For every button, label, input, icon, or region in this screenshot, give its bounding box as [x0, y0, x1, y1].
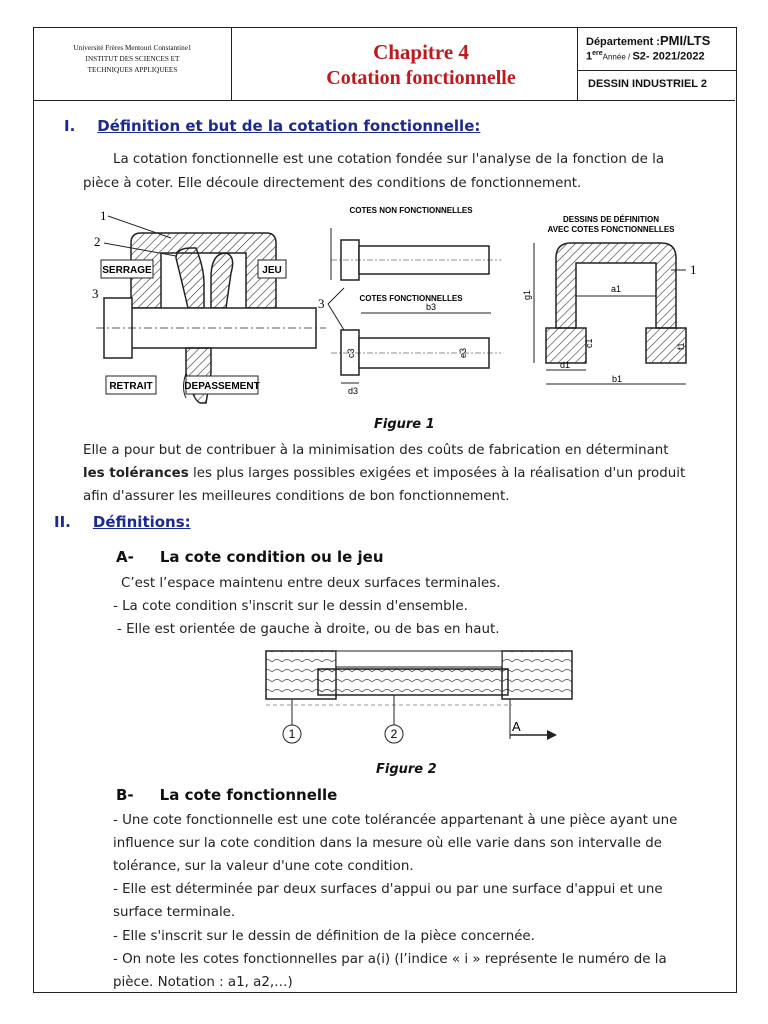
figure-2-caption: Figure 2	[376, 762, 437, 777]
label-depassement: DEPASSEMENT	[184, 381, 260, 392]
subsection-b-title: La cote fonctionnelle	[159, 786, 338, 804]
subsection-a-line1: C’est l’espace maintenu entre deux surfaces terminales.	[121, 576, 501, 591]
label-2: 2	[94, 234, 101, 249]
document-header	[34, 28, 735, 101]
subsection-b-line3: tolérance, sur la valeur d'une cote condition.	[113, 859, 414, 874]
dim-g1: g1	[522, 289, 532, 300]
subsection-a-line3: - Elle est orientée de gauche à droite, ou de bas en haut.	[117, 622, 500, 637]
year-suffix: ere	[592, 50, 603, 57]
figure-1	[86, 198, 706, 413]
department-value: PMI/LTS	[659, 33, 711, 48]
assembly-drawing	[92, 208, 326, 403]
section-1-para1-line2: pièce à coter. Elle découle directement des conditions de fonctionnement.	[83, 176, 582, 191]
institute-line2: TECHNIQUES APPLIQUEES	[87, 66, 178, 74]
u-piece-drawing	[522, 215, 697, 384]
section-1-para1-line1: La cotation fonctionnelle est une cotation fondée sur l'analyse de la fonction de la	[113, 152, 665, 167]
chapter-number: Chapitre 4	[373, 40, 469, 64]
dim-a1: a1	[611, 284, 622, 294]
subsection-a-line2: - La cote condition s'inscrit sur le dessin d'ensemble.	[113, 599, 468, 614]
dim-f1: f1	[676, 342, 686, 350]
label-serrage: SERRAGE	[102, 265, 152, 276]
label-1-right: 1	[690, 262, 697, 277]
bolt-drawings	[318, 206, 501, 396]
university-name: Université Frères Mentouri Constantine1	[73, 44, 192, 52]
year-label: Année /	[602, 52, 633, 62]
institute-line1: INSTITUT DES SCIENCES ET	[85, 55, 180, 63]
subsection-b-line8: pièce. Notation : a1, a2,…)	[113, 975, 293, 990]
dim-e3: e3	[458, 347, 468, 358]
subsection-a-title: La cote condition ou le jeu	[159, 548, 384, 566]
title-dessins-1: DESSINS DE DÉFINITION	[562, 215, 660, 224]
label-retrait: RETRAIT	[109, 381, 153, 392]
dim-c1: c1	[584, 338, 594, 348]
chapter-block	[232, 28, 610, 100]
subsection-b-line6: - Elle s'inscrit sur le dessin de définition de la pièce concernée.	[113, 929, 535, 944]
label-jeu: JEU	[262, 265, 282, 276]
fig2-label-2: 2	[390, 727, 398, 741]
course-block	[577, 28, 736, 100]
subsection-b-line7: - On note les cotes fonctionnelles par a(i) (l’indice « i » représente le numéro de la	[113, 952, 667, 967]
subsection-b-line5: surface terminale.	[113, 905, 236, 920]
year-semester	[586, 50, 705, 63]
subsection-b-line2: influence sur la cote condition dans la mesure où elle varie dans son intervalle de	[113, 836, 662, 851]
section-1-para2-line2	[83, 462, 685, 485]
dim-b3: b3	[426, 302, 437, 312]
section-1-para2-line1: Elle a pour but de contribuer à la minimisation des coûts de fabrication en déterminant	[83, 443, 669, 458]
university-block	[34, 28, 232, 100]
section-1-para2-line3: afin d'assurer les meilleures conditions de bon fonctionnement.	[83, 489, 510, 504]
fig2-label-1: 1	[288, 727, 296, 741]
para2-line2-rest: les plus larges possibles exigées et imposées à la réalisation d'un produit	[188, 466, 686, 481]
subsection-a-label: A-	[116, 548, 134, 566]
title-non-fonctionnelles: COTES NON FONCTIONNELLES	[349, 206, 473, 215]
section-2-heading	[54, 513, 191, 531]
section-2-title: Définitions:	[92, 513, 191, 531]
department-label: Département :	[586, 36, 660, 48]
subsection-b-line1: - Une cote fonctionnelle est une cote tolérancée appartenant à une pièce ayant une	[113, 813, 678, 828]
year-number: 1	[586, 50, 593, 63]
dim-c3: c3	[346, 348, 356, 358]
section-2-number: II.	[54, 513, 71, 531]
dim-d3: d3	[348, 386, 359, 396]
subsection-b-line4: - Elle est déterminée par deux surfaces d'appui ou par une surface d'appui et une	[113, 882, 663, 897]
fig2-label-A: A	[512, 719, 521, 734]
subsection-b-heading	[116, 786, 337, 804]
department	[586, 33, 710, 48]
divider	[578, 70, 736, 71]
figure-1-caption: Figure 1	[374, 417, 435, 432]
subsection-a-heading	[116, 548, 384, 566]
bold-tolerances: les tolérances	[83, 466, 189, 481]
title-dessins-2: AVEC COTES FONCTIONNELLES	[547, 225, 675, 234]
title-fonctionnelles: COTES FONCTIONNELLES	[359, 294, 463, 303]
section-1-number: I.	[64, 117, 76, 135]
section-1-title: Définition et but de la cotation fonctionnelle:	[97, 117, 481, 135]
course-name: DESSIN INDUSTRIEL 2	[588, 78, 707, 90]
subsection-b-label: B-	[116, 786, 134, 804]
dim-b1: b1	[612, 374, 623, 384]
label-3-mid: 3	[318, 296, 325, 311]
label-1: 1	[100, 208, 107, 223]
semester: S2- 2021/2022	[632, 50, 705, 63]
label-3: 3	[92, 286, 99, 301]
figure-2	[262, 647, 576, 752]
chapter-title: Cotation fonctionnelle	[326, 67, 516, 89]
dim-d1: d1	[560, 360, 571, 370]
section-1-heading	[64, 117, 480, 135]
